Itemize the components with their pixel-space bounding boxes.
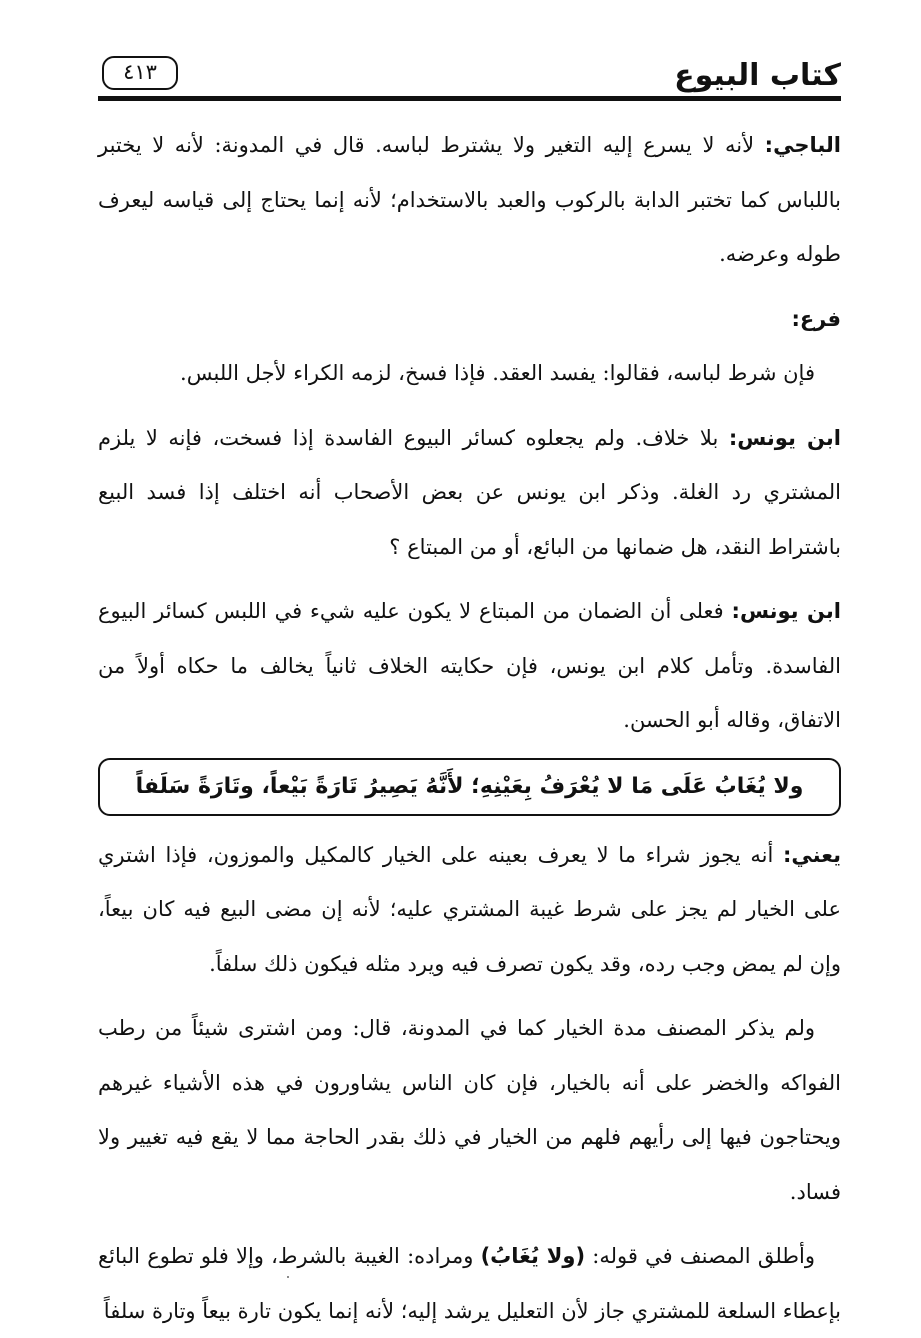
paragraph-text: ولم يذكر المصنف مدة الخيار كما في المدونة، قال: ومن اشترى شيئاً من رطب الفواكه والخضر على أنه بالخيار، فإن كان الناس يشاورون في هذه الأشياء غيرهم ويحتاجون فيها إلى رأيهم فلهم من الخيار في ذلك بقدر الحاجة مما لا يقع فيه تغيير ولا فساد. [98, 1016, 841, 1204]
paragraph-text: بلا خلاف. ولم يجعلوه كسائر البيوع الفاسدة إذا فسخت، فإنه لا يلزم المشتري رد الغلة. وذكر ابن يونس عن بعض الأصحاب أنه اختلف إذا فسد البيع باشتراط النقد، هل ضمانها من البائع، أو من المبتاع ؟ [98, 425, 841, 559]
page-number-badge: ٤١٣ [102, 56, 178, 90]
paragraph-text: ومراده: الغيبة بالشرط، وإلا فلو تطوع البائع بإعطاء السلعة للمشتري جاز لأن التعليل يرشد إليه؛ لأنه إنما يكون تارة بيعاً وتارة سلفاً [98, 1244, 841, 1323]
paragraph-khiyar [98, 1001, 841, 1219]
speaker-label: يعني: [783, 842, 841, 867]
paragraph-text: فعلى أن الضمان من المبتاع لا يكون عليه شيء في اللبس كسائر البيوع الفاسدة. وتأمل كلام ابن يونس، فإن حكايته الخلاف ثانياً يخالف ما حكاه أولاً من الاتفاق، وقاله أبو الحسن. [98, 599, 841, 732]
speaker-label: الباجي: [764, 133, 841, 157]
speaker-label: ابن يونس: [728, 425, 841, 450]
page-body [98, 118, 841, 1338]
stray-mark [287, 1276, 289, 1278]
paragraph-labs [98, 346, 841, 401]
paragraph-ibn-yunus-1 [98, 411, 841, 575]
section-label-far: فرع: [791, 306, 841, 331]
paragraph-far [98, 292, 841, 347]
quoted-phrase: (ولا يُغَابُ) [480, 1244, 586, 1268]
chapter-title: كتاب البيوع [674, 58, 841, 93]
paragraph-text: فإن شرط لباسه، فقالوا: يفسد العقد. فإذا فسخ، لزمه الكراء لأجل اللبس. [180, 361, 815, 385]
paragraph-baji [98, 118, 841, 282]
paragraph-text: أنه يجوز شراء ما لا يعرف بعينه على الخيار كالمكيل والموزون، فإذا اشتري على الخيار لم يجز على شرط غيبة المشتري عليه؛ لأنه إن مضى البيع فيه كان بيعاً، وإن لم يمض وجب رده، وقد يكون تصرف فيه ويرد مثله فيكون ذلك سلفاً. [98, 842, 841, 976]
matn-quote-box: ولا يُغَابُ عَلَى مَا لا يُعْرَفُ بِعَيْنِهِ؛ لأَنَّهُ يَصِيرُ تَارَةً بَيْعاً، وتَارَةً سَلَفاً [98, 758, 841, 816]
header-rule [98, 96, 841, 101]
speaker-label: ابن يونس: [731, 599, 842, 623]
paragraph-text: لأنه لا يسرع إليه التغير ولا يشترط لباسه. قال في المدونة: لأنه لا يختبر باللباس كما تختبر الدابة بالركوب والعبد بالاستخدام؛ لأنه إنما يحتاج إلى قياسه ليعرف طوله وعرضه. [98, 133, 841, 266]
paragraph-itlaq [98, 1229, 841, 1338]
paragraph-text: وأطلق المصنف في قوله: [585, 1244, 815, 1268]
paragraph-yani [98, 828, 841, 992]
page-header [98, 52, 841, 104]
paragraph-ibn-yunus-2 [98, 584, 841, 748]
